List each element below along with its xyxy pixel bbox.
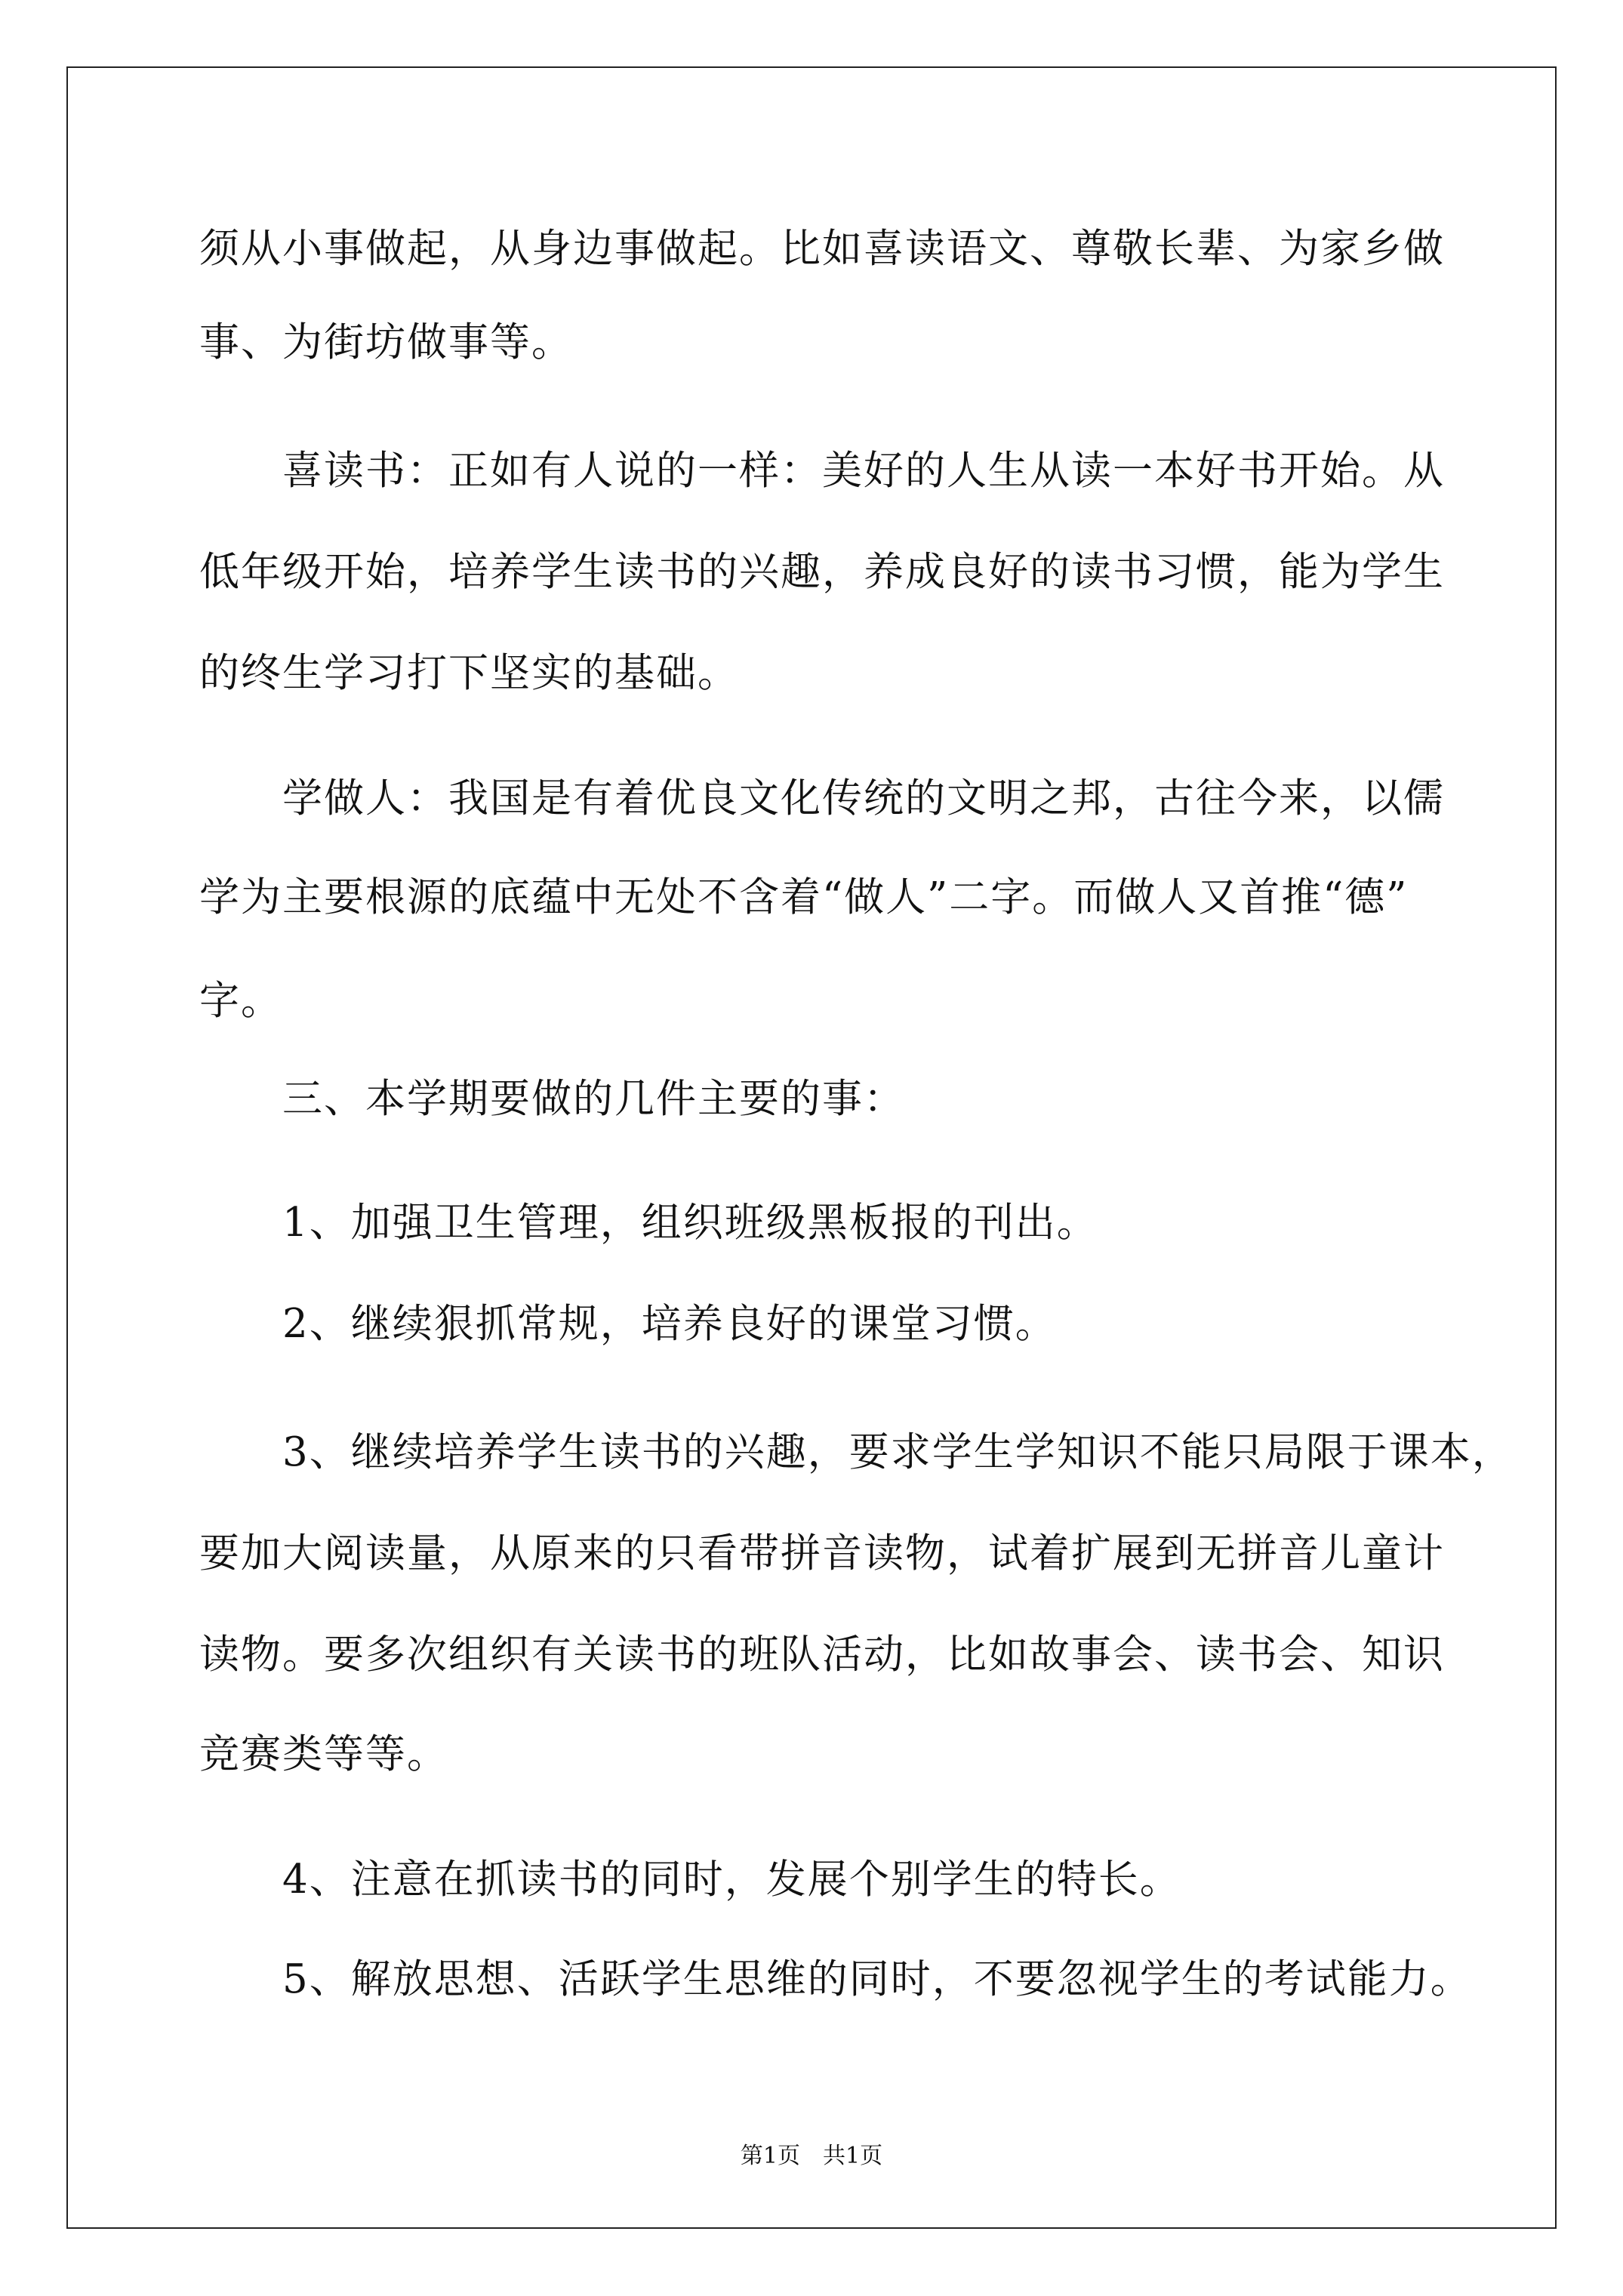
text-line: 低年级开始，培养学生读书的兴趣，养成良好的读书习惯，能为学生 bbox=[199, 549, 1445, 595]
page-number-footer: 第1页 共1页 bbox=[740, 2143, 883, 2169]
text-line: 喜读书：正如有人说的一样：美好的人生从读一本好书开始。从 bbox=[199, 448, 1445, 494]
list-item: 2、继续狠抓常规，培养良好的课堂习惯。 bbox=[199, 1301, 1057, 1347]
text-line: 学做人：我国是有着优良文化传统的文明之邦，古往今来，以儒 bbox=[199, 775, 1445, 821]
section-heading: 三、本学期要做的几件主要的事： bbox=[199, 1076, 905, 1122]
list-item: 5、解放思想、活跃学生思维的同时，不要忽视学生的考试能力。 bbox=[199, 1956, 1472, 2002]
text-line: 字。 bbox=[199, 978, 282, 1024]
text-line: 须从小事做起，从身边事做起。比如喜读语文、尊敬长辈、为家乡做 bbox=[199, 226, 1445, 272]
text-line: 学为主要根源的底蕴中无处不含着“做人”二字。而做人又首推“德” bbox=[199, 874, 1409, 920]
text-line: 读物。要多次组织有关读书的班队活动，比如故事会、读书会、知识 bbox=[199, 1632, 1445, 1678]
text-line: 事、为街坊做事等。 bbox=[199, 319, 573, 365]
list-item: 4、注意在抓读书的同时，发展个别学生的特长。 bbox=[199, 1857, 1181, 1903]
text-line: 的终生学习打下坚实的基础。 bbox=[199, 650, 739, 696]
list-item: 1、加强卫生管理，组织班级黑板报的刊出。 bbox=[199, 1200, 1098, 1246]
text-line: 竞赛类等等。 bbox=[199, 1731, 448, 1777]
text-line: 要加大阅读量，从原来的只看带拼音读物，试着扩展到无拼音儿童计 bbox=[199, 1530, 1445, 1576]
page-border bbox=[66, 66, 1557, 2229]
list-item: 3、继续培养学生读书的兴趣，要求学生学知识不能只局限于课本， bbox=[199, 1429, 1514, 1475]
